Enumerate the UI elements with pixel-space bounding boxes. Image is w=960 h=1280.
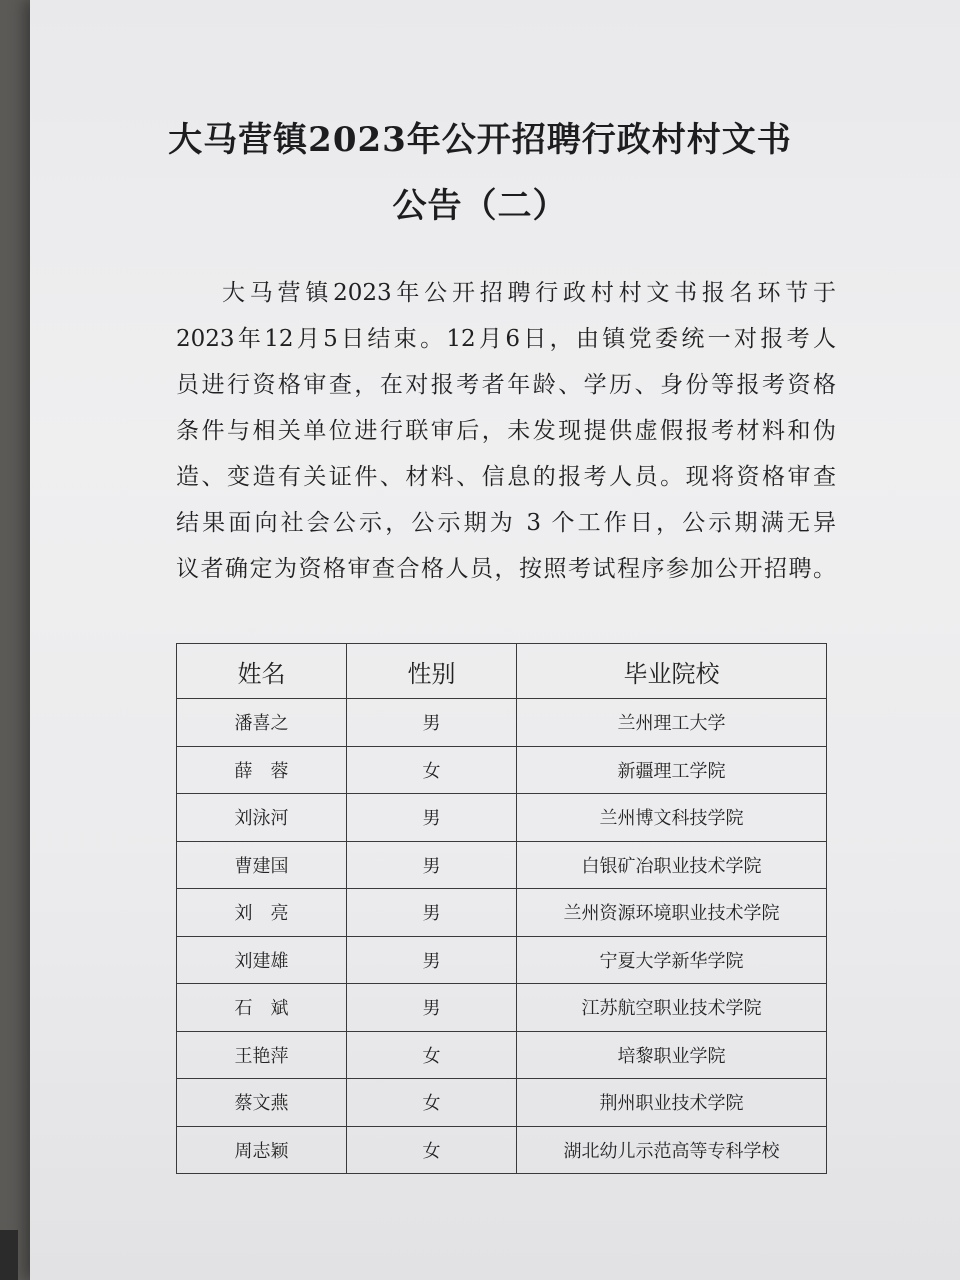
- cell-name: 刘 亮: [177, 889, 347, 937]
- cell-gender: 男: [347, 794, 517, 842]
- cell-school: 宁夏大学新华学院: [517, 936, 827, 984]
- cell-gender: 女: [347, 1031, 517, 1079]
- paragraph-line: 员进行资格审查，在对报考者年龄、学历、身份等报考资格: [176, 372, 836, 398]
- cell-gender: 女: [347, 1126, 517, 1174]
- cell-name: 王艳萍: [177, 1031, 347, 1079]
- paragraph-line: 2023年12月5日结束。12月6日，由镇党委统一对报考人: [176, 326, 836, 352]
- cell-school: 兰州理工大学: [517, 699, 827, 747]
- cell-gender: 男: [347, 699, 517, 747]
- header-school: 毕业院校: [517, 644, 827, 699]
- announcement-paragraph: [176, 270, 836, 592]
- paragraph-line: 条件与相关单位进行联审后，未发现提供虚假报考材料和伪: [176, 418, 836, 444]
- cell-gender: 男: [347, 984, 517, 1032]
- cell-school: 江苏航空职业技术学院: [517, 984, 827, 1032]
- cell-school: 白银矿冶职业技术学院: [517, 841, 827, 889]
- cell-name: 曹建国: [177, 841, 347, 889]
- cell-school: 荆州职业技术学院: [517, 1079, 827, 1127]
- table-row: [177, 1031, 827, 1079]
- table-row: [177, 984, 827, 1032]
- background-edge: [0, 1230, 18, 1280]
- paragraph-line: 大马营镇2023年公开招聘行政村村文书报名环节于: [222, 280, 836, 306]
- table-row: [177, 794, 827, 842]
- table-row: [177, 746, 827, 794]
- table-row: [177, 936, 827, 984]
- cell-name: 薛 蓉: [177, 746, 347, 794]
- qualified-candidates-table: [176, 643, 827, 1174]
- cell-name: 刘建雄: [177, 936, 347, 984]
- paragraph-line: 议者确定为资格审查合格人员，按照考试程序参加公开招聘。: [176, 556, 836, 582]
- cell-gender: 男: [347, 936, 517, 984]
- table-header-row: [177, 644, 827, 699]
- cell-school: 新疆理工学院: [517, 746, 827, 794]
- header-gender: 性别: [347, 644, 517, 699]
- cell-gender: 女: [347, 746, 517, 794]
- cell-name: 周志颖: [177, 1126, 347, 1174]
- table-row: [177, 699, 827, 747]
- cell-school: 湖北幼儿示范高等专科学校: [517, 1126, 827, 1174]
- document-title-line1: 大马营镇2023年公开招聘行政村村文书: [168, 120, 792, 160]
- cell-name: 蔡文燕: [177, 1079, 347, 1127]
- cell-school: 兰州资源环境职业技术学院: [517, 889, 827, 937]
- paragraph-line: 造、变造有关证件、材料、信息的报考人员。现将资格审查: [176, 464, 836, 490]
- table-row: [177, 1126, 827, 1174]
- cell-gender: 男: [347, 841, 517, 889]
- table-row: [177, 1079, 827, 1127]
- cell-name: 潘喜之: [177, 699, 347, 747]
- header-name: 姓名: [177, 644, 347, 699]
- document-title-line2: 公告（二）: [392, 186, 568, 226]
- cell-school: 兰州博文科技学院: [517, 794, 827, 842]
- cell-gender: 男: [347, 889, 517, 937]
- table-row: [177, 889, 827, 937]
- cell-name: 刘泳河: [177, 794, 347, 842]
- cell-school: 培黎职业学院: [517, 1031, 827, 1079]
- paragraph-line: 结果面向社会公示，公示期为 3 个工作日，公示期满无异: [176, 510, 836, 536]
- cell-gender: 女: [347, 1079, 517, 1127]
- table-row: [177, 841, 827, 889]
- cell-name: 石 斌: [177, 984, 347, 1032]
